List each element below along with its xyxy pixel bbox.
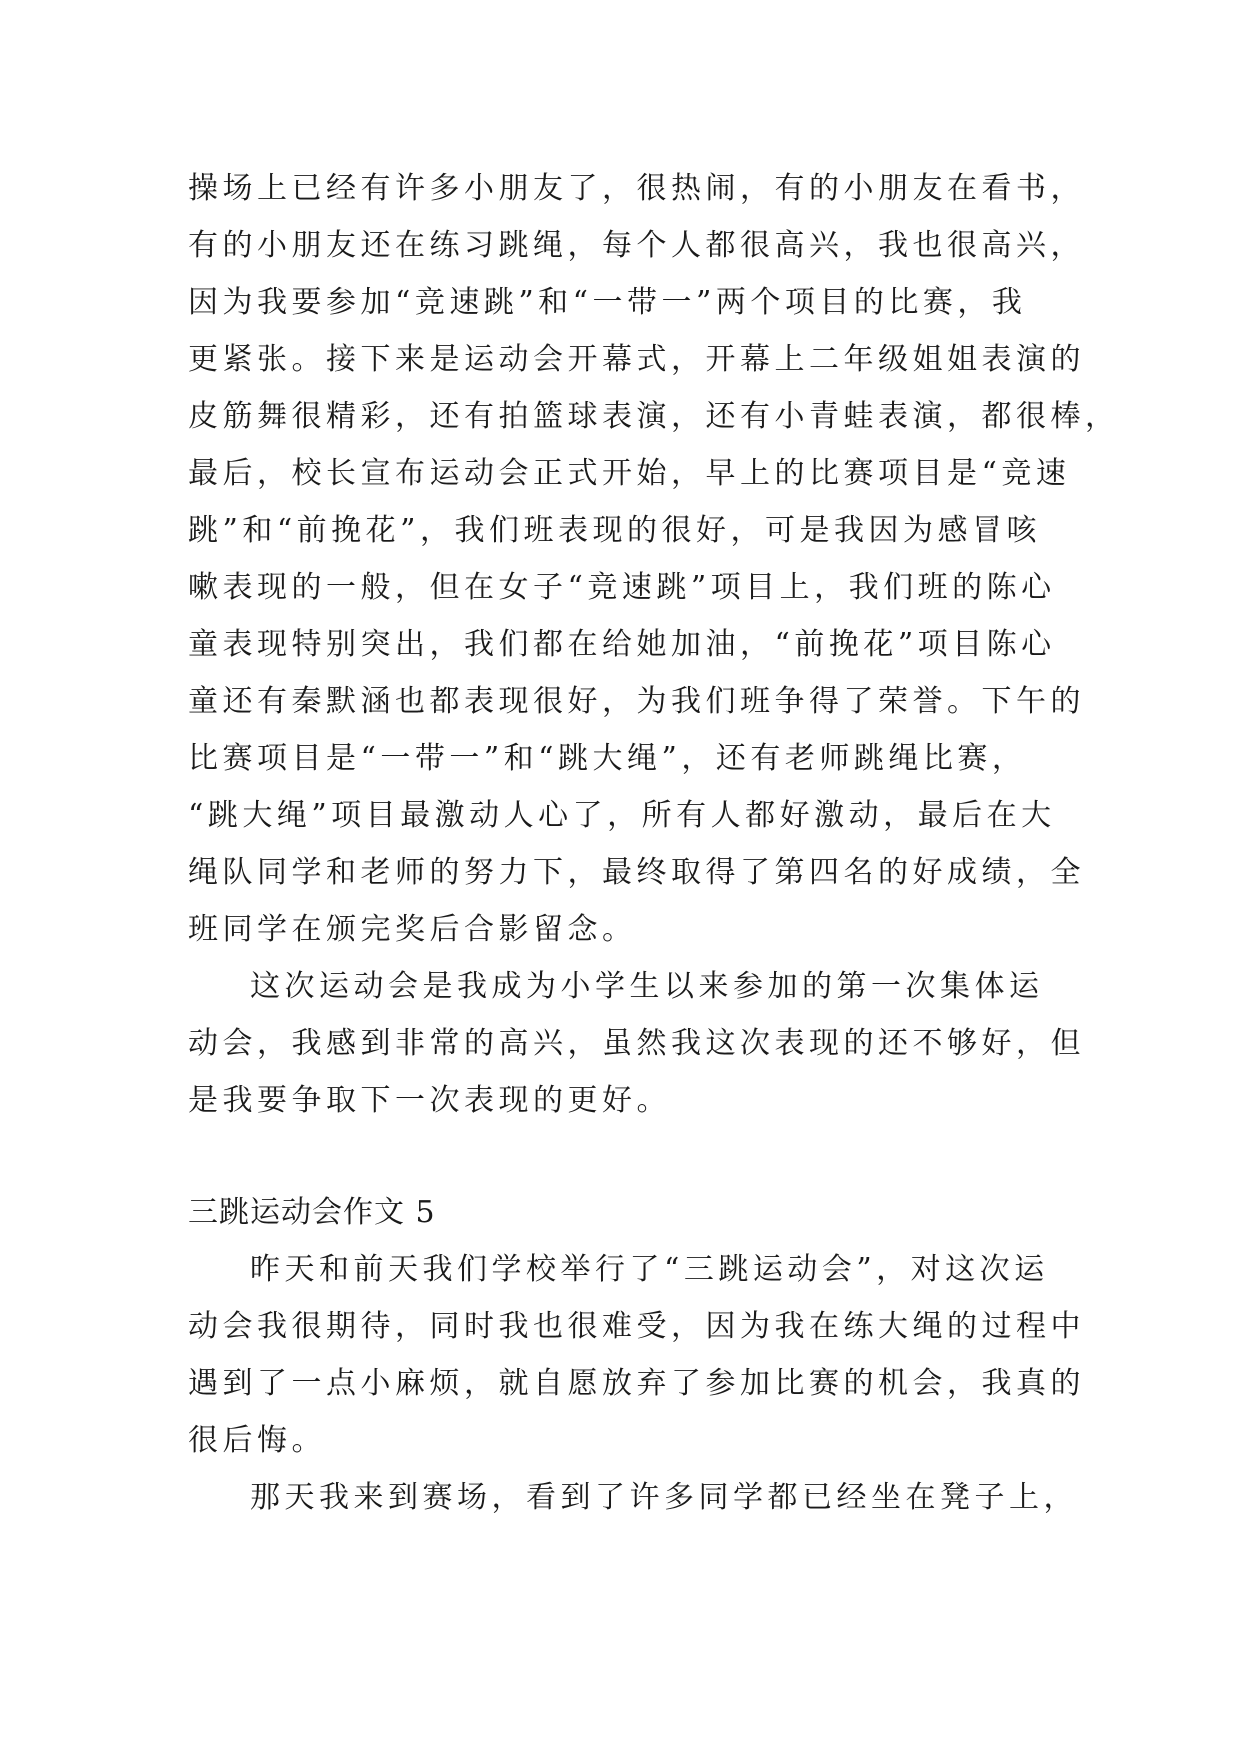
text-line: 嗽表现的一般，但在女子“竞速跳”项目上，我们班的陈心 <box>188 570 1056 605</box>
paragraph-spacer <box>188 1129 1058 1184</box>
text-line: 昨天和前天我们学校举行了“三跳运动会”，对这次运 <box>250 1252 1049 1287</box>
text-line: 因为我要参加“竞速跳”和“一带一”两个项目的比赛，我 <box>188 285 1027 320</box>
section-heading: 三跳运动会作文 5 <box>188 1195 436 1230</box>
text-line: 班同学在颁完奖后合影留念。 <box>188 912 637 947</box>
text-line: 动会，我感到非常的高兴，虽然我这次表现的还不够好，但 <box>188 1026 1085 1061</box>
text-line: 那天我来到赛场，看到了许多同学都已经坐在凳子上， <box>250 1480 1078 1515</box>
document-page <box>188 160 1120 1526</box>
text-line: 童表现特别突出，我们都在给她加油，“前挽花”项目陈心 <box>188 627 1056 662</box>
text-line: “跳大绳”项目最激动人心了，所有人都好激动，最后在大 <box>188 798 1056 833</box>
text-line: 更紧张。接下来是运动会开幕式，开幕上二年级姐姐表演的 <box>188 342 1085 377</box>
text-line: 比赛项目是“一带一”和“跳大绳”，还有老师跳绳比赛， <box>188 741 1027 776</box>
text-line: 操场上已经有许多小朋友了，很热闹，有的小朋友在看书， <box>188 171 1085 206</box>
text-line: 最后，校长宣布运动会正式开始，早上的比赛项目是“竞速 <box>188 456 1071 491</box>
text-line: 绳队同学和老师的努力下，最终取得了第四名的好成绩，全 <box>188 855 1085 890</box>
text-line: 童还有秦默涵也都表现很好，为我们班争得了荣誉。下午的 <box>188 684 1085 719</box>
text-line: 跳”和“前挽花”，我们班表现的很好，可是我因为感冒咳 <box>188 513 1042 548</box>
paragraph-1 <box>188 160 1120 958</box>
text-line: 遇到了一点小麻烦，就自愿放弃了参加比赛的机会，我真的 <box>188 1366 1085 1401</box>
paragraph-4 <box>188 1469 1078 1526</box>
text-line: 皮筋舞很精彩，还有拍篮球表演，还有小青蛙表演，都很棒， <box>188 399 1120 434</box>
text-line: 这次运动会是我成为小学生以来参加的第一次集体运 <box>250 969 1044 1004</box>
text-line: 是我要争取下一次表现的更好。 <box>188 1083 671 1118</box>
paragraph-3 <box>188 1241 1085 1469</box>
text-line: 有的小朋友还在练习跳绳，每个人都很高兴，我也很高兴， <box>188 228 1085 263</box>
text-line: 很后悔。 <box>188 1423 326 1458</box>
paragraph-2 <box>188 958 1085 1129</box>
text-line: 动会我很期待，同时我也很难受，因为我在练大绳的过程中 <box>188 1309 1085 1344</box>
